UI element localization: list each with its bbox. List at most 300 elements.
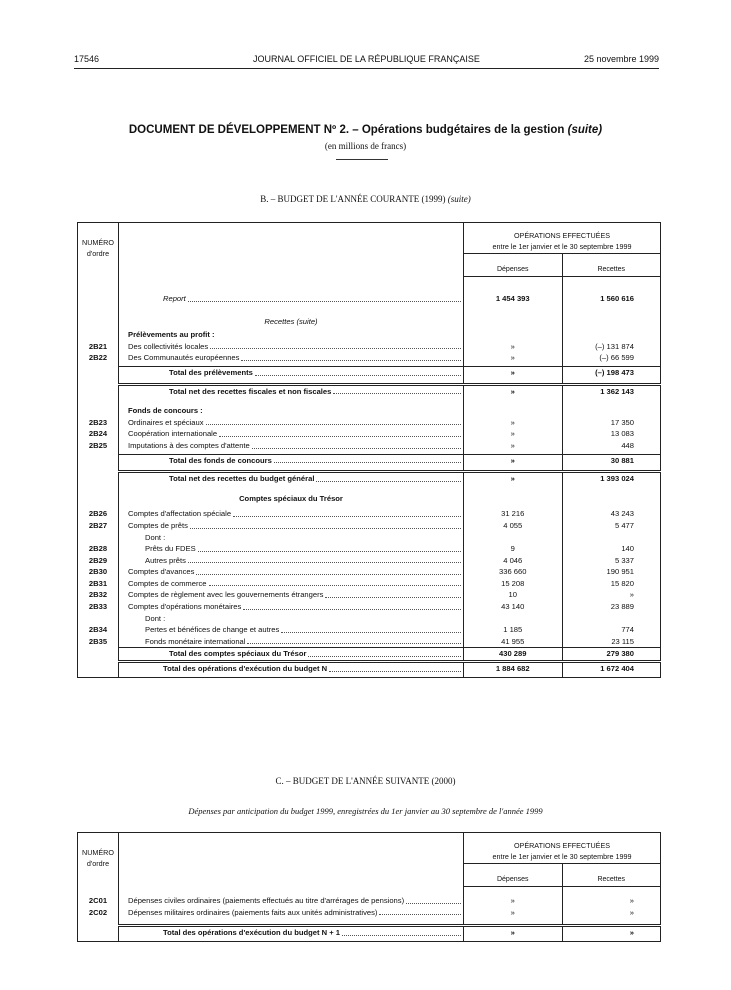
table-row [78, 601, 661, 613]
row-label-cell [119, 613, 464, 625]
spacer-cell [562, 305, 661, 316]
row-number [78, 329, 119, 341]
page-number: 17546 [74, 54, 100, 64]
spacer-row [78, 939, 661, 942]
depenses-value: » [464, 440, 563, 452]
row-number: 2B27 [78, 520, 119, 532]
row-label: Autres prêts [145, 555, 186, 565]
row-label: Total des opérations d'exécution du budget N [163, 664, 328, 674]
operations-title: OPÉRATIONS EFFECTUÉES [513, 840, 611, 850]
dot-leader [274, 462, 461, 463]
spacer-cell [119, 277, 464, 294]
depenses-value: 10 [464, 589, 563, 601]
row-number [78, 493, 119, 505]
table-row [78, 293, 661, 305]
dot-leader [210, 348, 461, 349]
spacer-cell [464, 485, 563, 493]
spacer-cell [78, 305, 119, 316]
depenses-value [464, 532, 563, 544]
row-label: Total des comptes spéciaux du Trésor [169, 649, 307, 659]
document-title-main: DOCUMENT DE DÉVELOPPEMENT Nº 2. – Opérations budgétaires de la gestion [128, 124, 565, 136]
dot-leader [316, 481, 461, 482]
row-label-cell [119, 329, 464, 341]
row-label-cell [119, 472, 464, 485]
row-label: Des collectivités locales [128, 341, 209, 351]
table-row [78, 532, 661, 544]
total-row [78, 366, 661, 378]
recettes-value: 1 672 404 [562, 662, 661, 675]
table-row [78, 555, 661, 567]
recettes-value: 1 362 143 [562, 384, 661, 397]
recettes-value: 15 820 [610, 578, 634, 588]
row-label-cell [119, 895, 464, 907]
row-label: Fonds monétaire international [145, 636, 246, 646]
depenses-value: » [464, 454, 563, 466]
dot-leader [333, 393, 461, 394]
row-label: Comptes spéciaux du Trésor [239, 493, 343, 503]
row-label-wrap [119, 417, 463, 429]
row-label-wrap [119, 329, 463, 341]
row-label-cell [119, 601, 464, 613]
depenses-value: » [464, 384, 563, 397]
page-header [74, 54, 659, 69]
depenses-value: 4 046 [464, 555, 563, 567]
recettes-value: 5 477 [614, 520, 634, 530]
row-label-wrap [119, 636, 463, 648]
dot-leader [206, 424, 461, 425]
row-label-cell [119, 636, 464, 648]
table-row [78, 613, 661, 625]
recettes-value: 279 380 [562, 648, 661, 662]
table-row [78, 636, 661, 648]
column-header-label [119, 833, 464, 887]
column-header-depenses: Dépenses [464, 254, 563, 277]
row-label-cell [119, 384, 464, 397]
recettes-value: 17 350 [610, 417, 634, 427]
row-label: Comptes de règlement avec les gouvernements étrangers [128, 590, 324, 600]
row-number: 2C02 [78, 907, 119, 919]
spacer-row [78, 485, 661, 493]
row-label: Dépenses militaires ordinaires (paiements faits aux unités administratives) [128, 907, 378, 917]
row-label-wrap [119, 520, 463, 532]
row-label-wrap [119, 663, 463, 675]
spacer-cell [78, 485, 119, 493]
column-header-recettes: Recettes [562, 254, 661, 277]
spacer-row [78, 918, 661, 926]
recettes-value: 190 951 [606, 567, 634, 577]
row-number [78, 366, 119, 378]
row-label-cell [119, 926, 464, 939]
row-label-wrap [119, 341, 463, 353]
spacer-cell [464, 277, 563, 294]
row-label-cell [119, 493, 464, 505]
table-row [78, 428, 661, 440]
row-label-wrap [119, 566, 463, 578]
document-title-suffix: (suite) [567, 124, 603, 136]
dot-leader [252, 448, 461, 449]
dot-leader [281, 632, 461, 633]
row-label-cell [119, 543, 464, 555]
depenses-value [464, 329, 563, 341]
row-number: 2B23 [78, 417, 119, 429]
dot-leader [241, 360, 461, 361]
depenses-value: 336 660 [464, 566, 563, 578]
dot-leader [190, 528, 461, 529]
row-number: 2B22 [78, 352, 119, 364]
recettes-value: 140 [621, 544, 634, 554]
spacer-cell [464, 887, 563, 896]
row-number: 2B25 [78, 440, 119, 452]
row-number [78, 293, 119, 305]
row-label: Total des prélèvements [169, 367, 253, 377]
recettes-value: 23 889 [610, 602, 634, 612]
row-label: Dont : [145, 532, 166, 542]
row-label-cell [119, 293, 464, 305]
depenses-value: » [464, 341, 563, 353]
table-row [78, 329, 661, 341]
table-row [78, 624, 661, 636]
row-label: Comptes d'avances [128, 567, 195, 577]
operations-period: entre le 1er janvier et le 30 septembre 1999 [492, 242, 632, 252]
row-label-wrap [119, 613, 463, 625]
section-c-heading: C. – BUDGET DE L'ANNÉE SUIVANTE (2000) [275, 776, 456, 786]
row-number [78, 648, 119, 662]
depenses-value: » [464, 472, 563, 485]
section-b-heading-suffix: (suite) [447, 194, 471, 204]
dot-leader [188, 562, 461, 563]
row-label-wrap [119, 455, 463, 467]
dot-leader [308, 656, 461, 657]
row-label: Ordinaires et spéciaux [128, 417, 204, 427]
row-number: 2B28 [78, 543, 119, 555]
recettes-value [562, 405, 661, 417]
dot-leader [379, 914, 461, 915]
table-section-c [77, 832, 661, 942]
row-label: Comptes de commerce [128, 578, 207, 588]
total-row [78, 454, 661, 466]
row-label-cell [119, 648, 464, 662]
spacer-cell [464, 918, 563, 926]
numero-label-2: d'ordre [86, 249, 110, 258]
row-number: 2B21 [78, 341, 119, 353]
row-number: 2B34 [78, 624, 119, 636]
row-number: 2B31 [78, 578, 119, 590]
depenses-value: 15 208 [464, 578, 563, 590]
spacer-row [78, 887, 661, 896]
table-section-b [77, 222, 661, 678]
title-divider [336, 159, 388, 160]
recettes-value: 30 881 [562, 454, 661, 466]
row-label-wrap [119, 927, 463, 939]
recettes-value: (–) 131 874 [595, 341, 634, 351]
row-label: Dépenses civiles ordinaires (paiements effectués au titre d'arrérages de pensions) [128, 896, 405, 905]
row-label-wrap [119, 624, 463, 636]
row-label-cell [119, 624, 464, 636]
column-header-numero [78, 223, 119, 277]
spacer-row [78, 675, 661, 678]
row-label-wrap [119, 440, 463, 452]
recettes-value: 448 [621, 440, 634, 450]
depenses-value: 1 185 [464, 624, 563, 636]
recettes-value: 774 [621, 625, 634, 635]
total-row [78, 648, 661, 662]
total-row [78, 472, 661, 485]
row-label-wrap [119, 352, 463, 364]
depenses-value: 41 955 [464, 636, 563, 648]
dot-leader [219, 436, 461, 437]
recettes-value: 1 393 024 [562, 472, 661, 485]
dot-leader [196, 574, 461, 575]
depenses-value: 430 289 [464, 648, 563, 662]
section-c-note: Dépenses par anticipation du budget 1999, enregistrées du 1er janvier au 30 septembre de l'année 1999 [188, 806, 543, 816]
row-label-cell [119, 454, 464, 466]
operations-title: OPÉRATIONS EFFECTUÉES [513, 230, 611, 240]
dot-leader [255, 375, 461, 376]
dot-leader [198, 551, 461, 552]
table-row [78, 589, 661, 601]
spacer-cell [78, 939, 119, 942]
total-row [78, 662, 661, 675]
row-label-cell [119, 578, 464, 590]
table-row [78, 520, 661, 532]
recettes-value: (–) 198 473 [562, 366, 661, 378]
row-number [78, 405, 119, 417]
total-row [78, 384, 661, 397]
depenses-value: » [464, 895, 563, 907]
row-label: Comptes d'affectation spéciale [128, 509, 232, 519]
table-row [78, 341, 661, 353]
row-label-wrap [119, 405, 463, 417]
row-label: Pertes et bénéfices de change et autres [145, 625, 280, 635]
dot-leader [233, 516, 461, 517]
spacer-cell [119, 939, 464, 942]
spacer-cell [78, 918, 119, 926]
row-label-cell [119, 907, 464, 919]
dot-leader [209, 585, 462, 586]
row-label-cell [119, 316, 464, 328]
depenses-value [464, 493, 563, 505]
recettes-value: 43 243 [610, 509, 634, 519]
numero-label-1: NUMÉRO [82, 238, 114, 247]
spacer-cell [562, 485, 661, 493]
row-label-wrap [119, 543, 463, 555]
dot-leader [325, 597, 461, 598]
row-label-wrap [119, 473, 463, 485]
row-label: Total des opérations d'exécution du budget N + 1 [163, 928, 340, 938]
depenses-value: » [464, 428, 563, 440]
column-header-operations [464, 223, 661, 254]
numero-label-2: d'ordre [86, 859, 110, 868]
spacer-cell [119, 485, 464, 493]
depenses-value: 9 [464, 543, 563, 555]
row-number: 2B30 [78, 566, 119, 578]
row-label-wrap [119, 293, 463, 305]
depenses-value: » [464, 417, 563, 429]
spacer-cell [119, 675, 464, 678]
spacer-row [78, 397, 661, 405]
row-label: Report [163, 294, 186, 303]
row-label: Comptes d'opérations monétaires [128, 602, 242, 612]
dot-leader [247, 643, 461, 644]
numero-label-1: NUMÉRO [82, 848, 114, 857]
spacer-cell [119, 887, 464, 896]
row-label-cell [119, 366, 464, 378]
row-label-cell [119, 428, 464, 440]
row-label: Dont : [145, 613, 166, 623]
row-label-cell [119, 405, 464, 417]
column-header-label [119, 223, 464, 277]
row-label-wrap [119, 532, 463, 544]
row-number: 2B35 [78, 636, 119, 648]
dot-leader [406, 903, 461, 904]
row-label-cell [119, 520, 464, 532]
table-row [78, 417, 661, 429]
row-number: 2B32 [78, 589, 119, 601]
table-row [78, 578, 661, 590]
row-label-wrap [119, 589, 463, 601]
recettes-value: » [629, 590, 634, 600]
row-number: 2B24 [78, 428, 119, 440]
document-title [0, 124, 731, 136]
operations-period: entre le 1er janvier et le 30 septembre 1999 [492, 852, 632, 862]
spacer-cell [562, 918, 661, 926]
row-label-wrap [119, 508, 463, 520]
dot-leader [243, 609, 461, 610]
table-row [78, 493, 661, 505]
row-number: 2B29 [78, 555, 119, 567]
row-label: Des Communautés européennes [128, 353, 240, 363]
recettes-value: 5 337 [614, 555, 634, 565]
publication-date: 25 novembre 1999 [583, 54, 659, 64]
spacer-cell [464, 675, 563, 678]
row-label-cell [119, 566, 464, 578]
depenses-value: 4 055 [464, 520, 563, 532]
spacer-cell [562, 397, 661, 405]
row-number: 2C01 [78, 895, 119, 907]
recettes-value: 1 560 616 [600, 294, 634, 303]
row-label-wrap [119, 907, 463, 919]
dot-leader [342, 935, 461, 936]
recettes-value [562, 493, 661, 505]
recettes-value: » [629, 896, 634, 905]
recettes-value: (–) 66 599 [599, 353, 634, 363]
spacer-row [78, 305, 661, 316]
table-row [78, 440, 661, 452]
row-label-cell [119, 532, 464, 544]
table-row [78, 907, 661, 919]
column-header-operations [464, 833, 661, 864]
row-label-wrap [119, 367, 463, 379]
row-label-cell [119, 352, 464, 364]
row-number [78, 613, 119, 625]
spacer-row [78, 277, 661, 294]
spacer-cell [464, 305, 563, 316]
table-row [78, 508, 661, 520]
depenses-value [464, 316, 563, 328]
journal-title: JOURNAL OFFICIEL DE LA RÉPUBLIQUE FRANÇAISE [253, 54, 480, 64]
spacer-cell [78, 277, 119, 294]
row-number [78, 454, 119, 466]
column-header-numero [78, 833, 119, 887]
table-row [78, 543, 661, 555]
spacer-cell [562, 887, 661, 896]
row-label-wrap [119, 648, 463, 660]
recettes-value [562, 613, 661, 625]
row-label: Imputations à des comptes d'attente [128, 440, 250, 450]
row-label-cell [119, 417, 464, 429]
spacer-cell [562, 675, 661, 678]
row-number [78, 532, 119, 544]
depenses-value [464, 613, 563, 625]
spacer-cell [119, 918, 464, 926]
depenses-value: » [464, 366, 563, 378]
spacer-cell [78, 887, 119, 896]
column-header-depenses: Dépenses [464, 864, 563, 887]
row-number [78, 316, 119, 328]
row-label-wrap [119, 895, 463, 907]
section-b-heading-text: B. – BUDGET DE L'ANNÉE COURANTE (1999) [260, 194, 446, 204]
row-label: Prêts du FDES [145, 544, 196, 554]
depenses-value: 43 140 [464, 601, 563, 613]
table-row [78, 566, 661, 578]
recettes-value [562, 316, 661, 328]
table-row [78, 895, 661, 907]
row-label: Recettes (suite) [264, 316, 318, 326]
row-label-cell [119, 589, 464, 601]
row-label-cell [119, 341, 464, 353]
spacer-cell [119, 305, 464, 316]
depenses-value: 1 884 682 [464, 662, 563, 675]
row-number [78, 472, 119, 485]
recettes-value [562, 532, 661, 544]
total-row [78, 926, 661, 939]
row-label-cell [119, 662, 464, 675]
row-label: Total net des recettes fiscales et non fiscales [169, 386, 332, 396]
depenses-value [464, 405, 563, 417]
recettes-value: 13 083 [610, 429, 634, 439]
row-label: Total net des recettes du budget général [169, 474, 315, 484]
row-label-cell [119, 508, 464, 520]
dot-leader [329, 671, 461, 672]
row-label-cell [119, 440, 464, 452]
depenses-value: » [464, 907, 563, 919]
recettes-value: » [629, 907, 634, 917]
column-header-recettes: Recettes [562, 864, 661, 887]
document-subtitle: (en millions de francs) [324, 141, 407, 151]
row-label: Prélèvements au profit : [128, 330, 215, 340]
depenses-value: 1 454 393 [464, 293, 563, 305]
row-number: 2B26 [78, 508, 119, 520]
depenses-value: » [464, 352, 563, 364]
row-number [78, 662, 119, 675]
spacer-cell [464, 939, 563, 942]
recettes-value: » [562, 926, 661, 939]
row-label-wrap [119, 386, 463, 398]
recettes-value [562, 329, 661, 341]
row-label-wrap [119, 601, 463, 613]
depenses-value: » [464, 926, 563, 939]
row-number: 2B33 [78, 601, 119, 613]
table-row [78, 405, 661, 417]
spacer-cell [562, 277, 661, 294]
row-label: Total des fonds de concours [169, 455, 272, 465]
row-label: Comptes de prêts [128, 520, 188, 530]
table-row [78, 316, 661, 328]
row-label: Fonds de concours : [128, 406, 203, 416]
row-label-cell [119, 555, 464, 567]
spacer-cell [78, 397, 119, 405]
spacer-cell [119, 397, 464, 405]
